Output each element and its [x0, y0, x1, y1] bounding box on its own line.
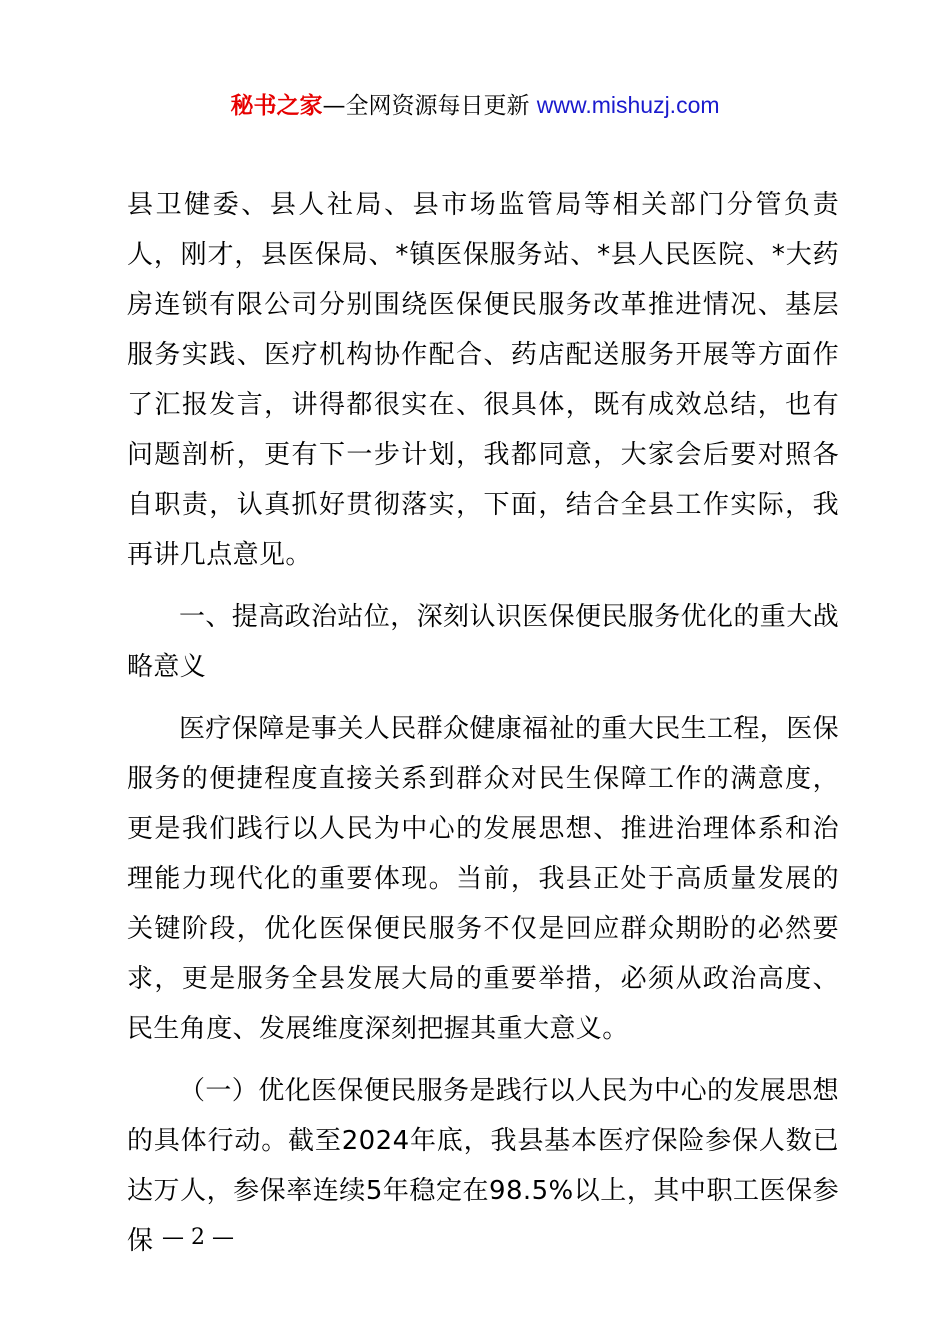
site-url-link[interactable]: www.mishuzj.com [536, 92, 720, 118]
site-tagline: —全网资源每日更新 [322, 93, 530, 119]
site-brand: 秘书之家 [230, 93, 323, 119]
paragraph-significance: 医疗保障是事关人民群众健康福祉的重大民生工程，医保服务的便捷程度直接关系到群众对民生保障工作的满意度，更是我们践行以人民为中心的发展思想、推进治理体系和治理能力现代化的重要体现。当前，我县正处于高质量发展的关键阶段，优化医保便民服务不仅是回应群众期盼的必然要求，更是服务全县发展大局的重要举措，必须从政治高度、民生角度、发展维度深刻把握其重大意义。 [127, 714, 840, 1044]
document-body [127, 180, 839, 1266]
page-number: — 2 — [162, 1225, 234, 1250]
section-heading-one: 一、提高政治站位，深刻认识医保便民服务优化的重大战略意义 [127, 602, 840, 682]
site-header [0, 88, 950, 123]
paragraph-opening: 县卫健委、县人社局、县市场监管局等相关部门分管负责人，刚才，县医保局、*镇医保服务站、*县人民医院、*大药房连锁有限公司分别围绕医保便民服务改革推进情况、基层服务实践、医疗机构协作配合、药店配送服务开展等方面作了汇报发言，讲得都很实在、很具体，既有成效总结，也有问题剖析，更有下一步计划，我都同意，大家会后要对照各自职责，认真抓好贯彻落实，下面，结合全县工作实际，我再讲几点意见。 [127, 190, 839, 570]
paragraph-subsection-one: （一）优化医保便民服务是践行以人民为中心的发展思想的具体行动。截至2024年底，我县基本医疗保险参保人数已达万人，参保率连续5年稳定在98.5%以上，其中职工医保参保 [127, 1076, 840, 1256]
